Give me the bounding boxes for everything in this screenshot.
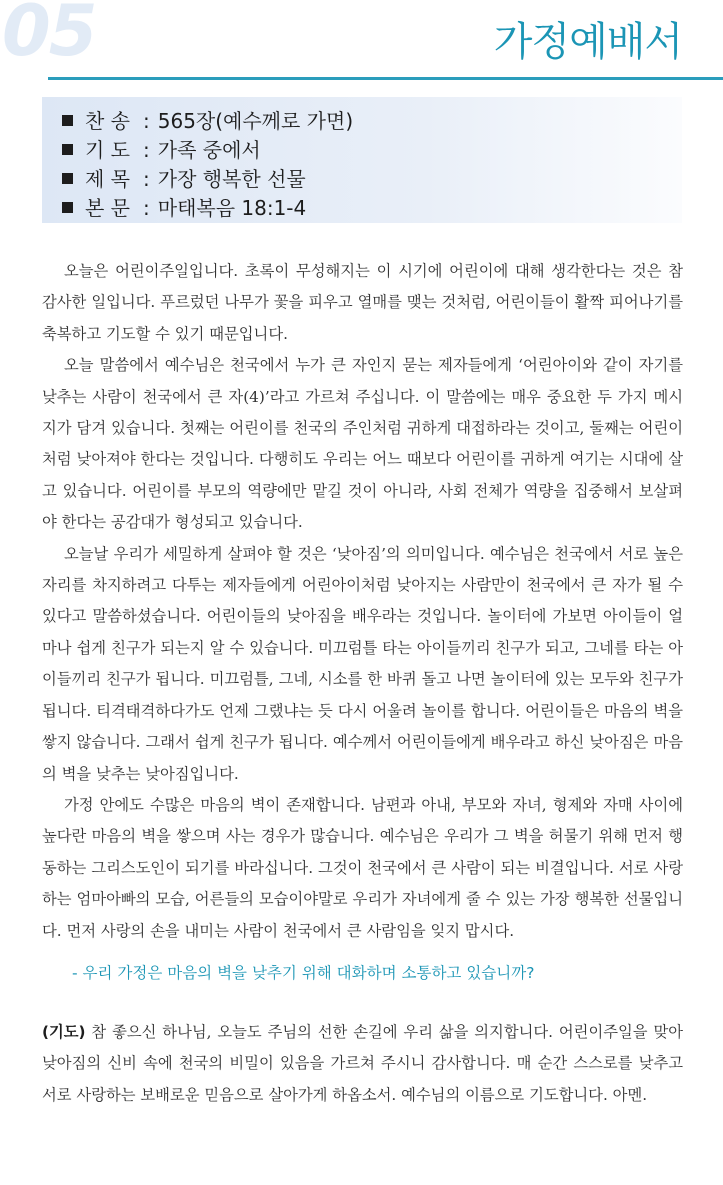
sermon-body <box>42 256 683 947</box>
sermon-paragraph: 가정 안에도 수많은 마음의 벽이 존재합니다. 남편과 아내, 부모와 자녀, 형제와 자매 사이에 높다란 마음의 벽을 쌓으며 사는 경우가 많습니다. 예수님은 우리가 그 벽을 허물기 위해 먼저 행동하는 그리스도인이 되기를 바라십니다. 그것이 천국에서 큰 사람이 되는 비결입니다. 서로 사랑하는 엄마아빠의 모습, 어른들의 모습이야말로 우리가 자녀에게 줄 수 있는 가장 행복한 선물입니다. 먼저 사랑의 손을 내미는 사람이 천국에서 큰 사람임을 잊지 맙시다. <box>42 795 683 940</box>
bullet-square-icon <box>62 144 73 155</box>
page-number: 05 <box>2 0 96 72</box>
info-value: 마태복음 18:1-4 <box>157 196 307 220</box>
info-label: 찬 송 <box>85 109 130 133</box>
info-label: 본 문 <box>85 196 130 220</box>
bullet-square-icon <box>62 173 73 184</box>
info-row-scripture: 본 문 : 마태복음 18:1-4 <box>62 198 306 218</box>
closing-prayer <box>42 1017 683 1111</box>
prayer-label: (기도) <box>42 1023 86 1041</box>
sermon-paragraph: 오늘은 어린이주일입니다. 초록이 무성해지는 이 시기에 어린이에 대해 생각한다는 것은 참 감사한 일입니다. 푸르렀던 나무가 꽃을 피우고 열매를 맺는 것처럼, 어린이들이 활짝 피어나기를 축복하고 기도할 수 있기 때문입니다. <box>42 262 683 343</box>
bullet-square-icon <box>62 115 73 126</box>
bullet-square-icon <box>62 202 73 213</box>
worship-info-box <box>42 97 682 223</box>
reflection-question: - 우리 가정은 마음의 벽을 낮추기 위해 대화하며 소통하고 있습니까? <box>72 964 535 982</box>
title-divider <box>48 77 723 80</box>
page-title: 가정예배서 <box>493 19 682 65</box>
info-row-hymn: 찬 송 : 565장(예수께로 가면) <box>62 111 353 131</box>
prayer-text: 참 좋으신 하나님, 오늘도 주님의 선한 손길에 우리 삶을 의지합니다. 어린이주일을 맞아 낮아짐의 신비 속에 천국의 비밀이 있음을 가르쳐 주시니 감사합니다. 매 순간 스스로를 낮추고 서로 사랑하는 보배로운 믿음으로 살아가게 하옵소서. 예수님의 이름으로 기도합니다. 아멘. <box>42 1023 683 1104</box>
info-label: 기 도 <box>85 138 130 162</box>
sermon-paragraph: 오늘날 우리가 세밀하게 살펴야 할 것은 ‘낮아짐’의 의미입니다. 예수님은 천국에서 서로 높은 자리를 차지하려고 다투는 제자들에게 어린아이처럼 낮아지는 사람만이 천국에서 큰 자가 될 수 있다고 말씀하셨습니다. 어린이들의 낮아짐을 배우라는 것입니다. 놀이터에 가보면 아이들이 얼마나 쉽게 친구가 되는지 알 수 있습니다. 미끄럼틀 타는 아이들끼리 친구가 되고, 그네를 타는 아이들끼리 친구가 됩니다. 미끄럼틀, 그네, 시소를 한 바퀴 돌고 나면 놀이터에 있는 모두와 친구가 됩니다. 티격태격하다가도 언제 그랬냐는 듯 다시 어울려 놀이를 합니다. 어린이들은 마음의 벽을 쌓지 않습니다. 그래서 쉽게 친구가 됩니다. 예수께서 어린이들에게 배우라고 하신 낮아짐은 마음의 벽을 낮추는 낮아짐입니다. <box>42 544 683 783</box>
info-value: 565장(예수께로 가면) <box>157 109 354 133</box>
info-row-prayer: 기 도 : 가족 중에서 <box>62 140 261 160</box>
info-value: 가장 행복한 선물 <box>157 167 306 191</box>
info-value: 가족 중에서 <box>157 138 261 162</box>
info-label: 제 목 <box>85 167 130 191</box>
sermon-paragraph: 오늘 말씀에서 예수님은 천국에서 누가 큰 자인지 묻는 제자들에게 ‘어린아이와 같이 자기를 낮추는 사람이 천국에서 큰 자(4)’라고 가르쳐 주십니다. 이 말씀에는 매우 중요한 두 가지 메시지가 담겨 있습니다. 첫째는 어린이를 천국의 주인처럼 귀하게 대접하라는 것이고, 둘째는 어린이처럼 낮아져야 한다는 것입니다. 다행히도 우리는 어느 때보다 어린이를 귀하게 여기는 시대에 살고 있습니다. 어린이를 부모의 역량에만 맡길 것이 아니라, 사회 전체가 역량을 집중해서 보살펴야 한다는 공감대가 형성되고 있습니다. <box>42 356 683 532</box>
info-row-subject: 제 목 : 가장 행복한 선물 <box>62 169 306 189</box>
